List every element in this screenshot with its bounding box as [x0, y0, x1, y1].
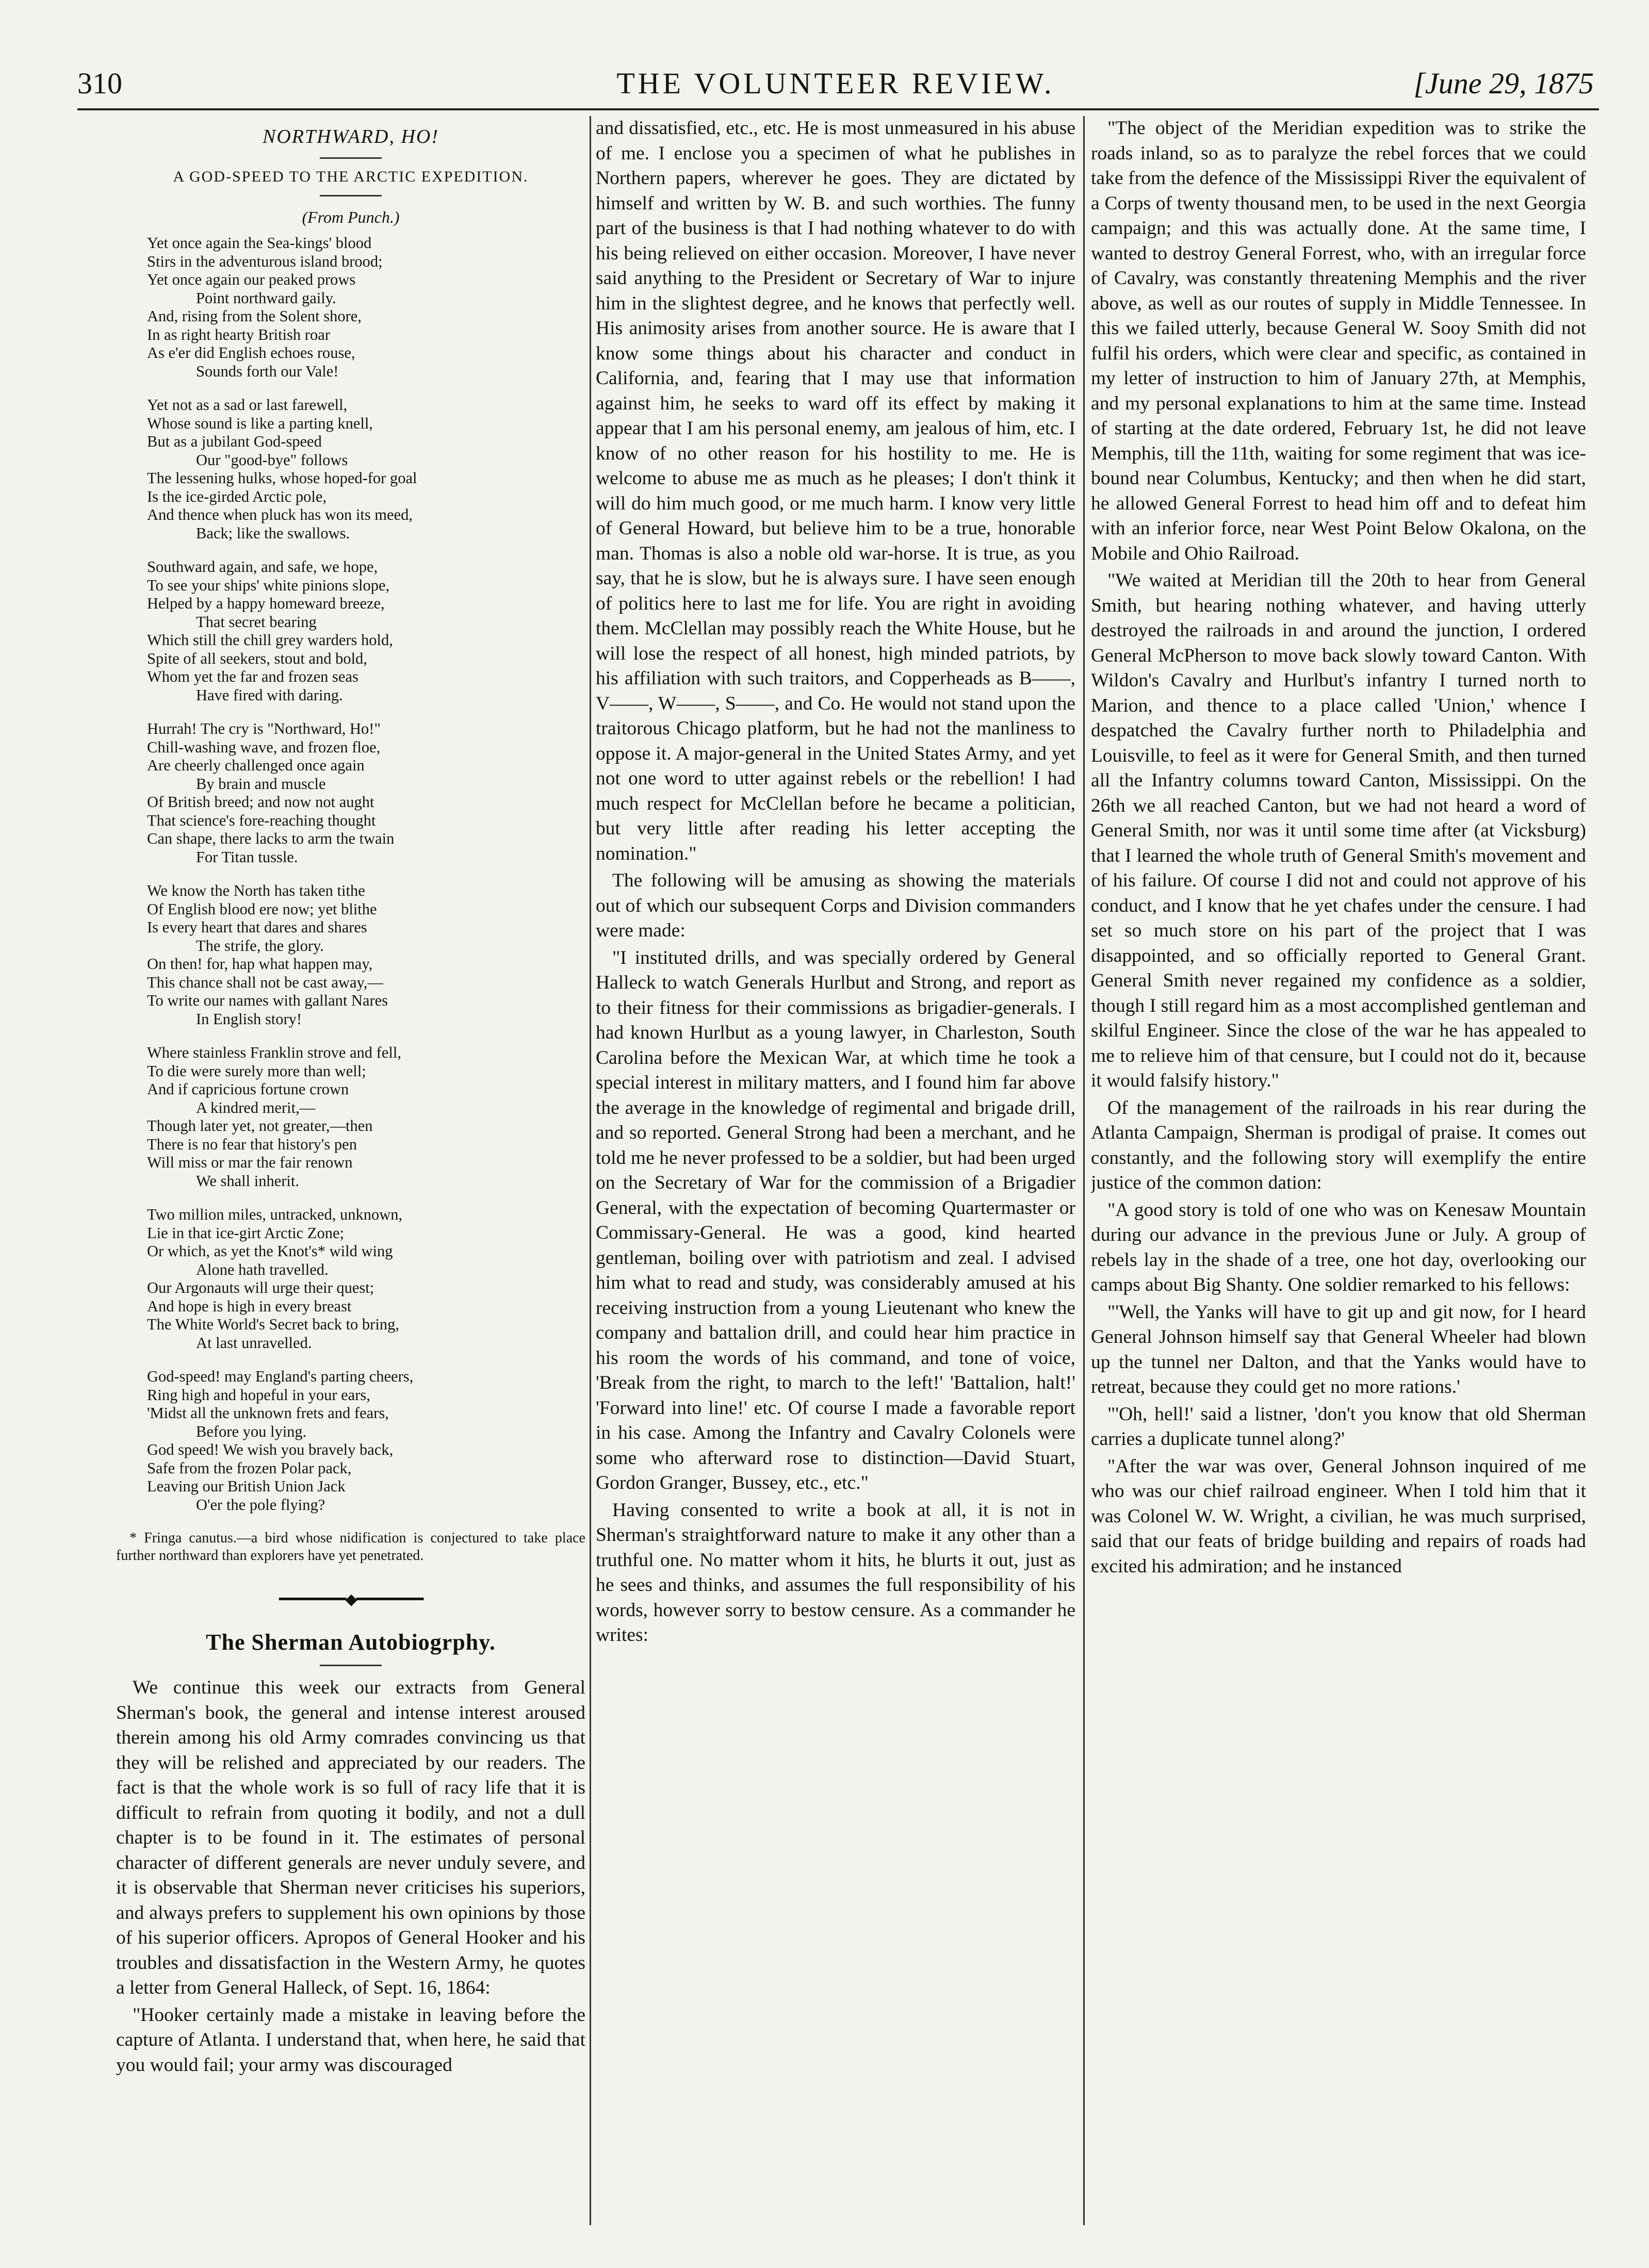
poem-line: Of British breed; and now not aught: [147, 793, 374, 811]
poem-line: Lie in that ice-girt Arctic Zone;: [147, 1224, 344, 1242]
poem-line: Chill-washing wave, and frozen floe,: [147, 738, 381, 756]
poem-line: For Titan tussle.: [196, 848, 298, 866]
poem-stanza: [147, 558, 585, 704]
poem-line: This chance shall not be cast away,—: [147, 973, 383, 991]
header-rule: [77, 108, 1599, 110]
poem-stanza: [147, 1206, 585, 1352]
poem-line: A kindred merit,—: [196, 1098, 316, 1116]
poem-line: Helped by a happy homeward breeze,: [147, 595, 385, 612]
poem-line: Which still the chill grey warders hold,: [147, 631, 393, 649]
article-paragraph: The following will be amusing as showing the materials out of which our subsequent Corps and Division commanders were made:: [596, 870, 1075, 941]
poem-source: (From Punch.): [302, 208, 400, 226]
poem-line: To write our names with gallant Nares: [147, 992, 388, 1009]
poem-line: O'er the pole flying?: [196, 1495, 325, 1514]
page-header: [77, 66, 1594, 107]
poem-stanza: [147, 882, 585, 1028]
poem-line: Yet not as a sad or last farewell,: [147, 396, 348, 414]
article-paragraph: and dissatisfied, etc., etc. He is most unmeasured in his abuse of me. I enclose you a specimen of what he publishes in Northern papers, wherever he goes. They are dictated by himself and written by W. B. and such worthies. The funny part of the business is that I had nothing whatever to do with his being relieved on either occasion. Moreover, I have never said anything to the President or Secretary of War to injure him in the slightest degree, and he knows that perfectly well. His animosity arises from another source. He is aware that I know some things about his character and conduct in California, and, fearing that I may use that information against him, he seeks to ward off its effect by making it appear that I am his personal enemy, am jealous of him, etc. I know of no other reason for his hostility to me. He is welcome to abuse me as much as he pleases; I don't think it will do him much good, or me much harm. I know very little of General Howard, but believe him to be a true, honorable man. Thomas is also a noble old war-horse. It is true, as you say, that he is slow, but he is always sure. I have seen enough of politics here to last me for life. You are right in avoiding them. McClellan may possibly reach the White House, but he will lose the respect of all honest, high minded patriots, by his affiliation with such traitors, and Copperheads as B——, V——, W——, S——, and Co. He would not stand upon the traitorous Chicago platform, but he had not the manliness to oppose it. A major-general in the United States Army, and yet not one word to utter against rebels or the rebellion! I had much respect for McClellan before he became a politician, but very little after reading his letter accepting the nomination.": [596, 118, 1075, 864]
poem-line: Though later yet, not greater,—then: [147, 1117, 373, 1135]
poem-stanza: [147, 720, 585, 866]
column-rule: [1083, 116, 1085, 2225]
poem-line: Of English blood ere now; yet blithe: [147, 900, 377, 918]
poem-line: There is no fear that history's pen: [147, 1135, 357, 1153]
poem-line: To see your ships' white pinions slope,: [147, 576, 390, 594]
poem-line: And hope is high in every breast: [147, 1297, 352, 1315]
divider: [320, 1665, 382, 1666]
column-rule: [590, 116, 591, 2225]
poem-line: Is every heart that dares and shares: [147, 918, 367, 936]
poem-line: Can shape, there lacks to arm the twain: [147, 830, 395, 847]
poem-line: Two million miles, untracked, unknown,: [147, 1206, 403, 1223]
poem-line: Are cheerly challenged once again: [147, 757, 365, 774]
poem-line: As e'er did English echoes rouse,: [147, 344, 355, 361]
poem-line: Whom yet the far and frozen seas: [147, 668, 358, 685]
poem-line: Alone hath travelled.: [196, 1260, 329, 1278]
poem-line: Southward again, and safe, we hope,: [147, 558, 378, 576]
column-2: [596, 116, 1075, 2230]
article-paragraph: "After the war was over, General Johnson inquired of me who was our chief railroad engineer. When I told him that it was Colonel W. W. Wright, a civilian, he was much surprised, said that our feats of bridge building and repairs of roads had excited his admiration; and he instanced: [1091, 1455, 1586, 1577]
article-column-2: [596, 116, 1075, 1648]
poem-line: And if capricious fortune crown: [147, 1080, 349, 1098]
poem-line: We know the North has taken tithe: [147, 882, 365, 899]
article-column-1: [116, 1675, 585, 2078]
poem-line: Point northward gaily.: [196, 289, 336, 307]
poem-line: In as right hearty British roar: [147, 325, 330, 343]
poem-line: Hurrah! The cry is "Northward, Ho!": [147, 720, 381, 737]
poem-line: At last unravelled.: [196, 1334, 312, 1352]
poem-line: In English story!: [196, 1010, 302, 1028]
issue-date: [June 29, 1875: [1413, 67, 1594, 100]
poem-line: The lessening hulks, whose hoped-for goal: [147, 469, 417, 487]
poem-line: Or which, as yet the Knot's* wild wing: [147, 1242, 393, 1260]
poem-footnote: * Fringa canutus.—a bird whose nidification is conjectured to take place further northward than explorers have yet penetrated.: [116, 1530, 585, 1564]
poem-body: [116, 234, 585, 1514]
poem-line: Yet once again our peaked prows: [147, 271, 356, 288]
poem-line: Safe from the frozen Polar pack,: [147, 1459, 352, 1477]
poem-line: And, rising from the Solent shore,: [147, 307, 362, 325]
poem-line: Yet once again the Sea-kings' blood: [147, 234, 372, 252]
poem-line: Have fired with daring.: [196, 686, 343, 704]
poem-line: By brain and muscle: [196, 775, 326, 793]
column-3: [1091, 116, 1586, 2230]
poem-stanza: [147, 234, 585, 381]
article-paragraph: Of the management of the railroads in his rear during the Atlanta Campaign, Sherman is prodigal of praise. It comes out constantly, and the following story will exemplify the entire justice of the common dation:: [1091, 1097, 1586, 1193]
poem-line: That science's fore-reaching thought: [147, 811, 376, 829]
poem-line: 'Midst all the unknown frets and fears,: [147, 1404, 389, 1422]
poem-stanza: [147, 396, 585, 543]
poem-title: NORTHWARD, HO!: [263, 126, 439, 147]
poem-line: Stirs in the adventurous island brood;: [147, 252, 383, 270]
column-1: [116, 116, 585, 2230]
poem-stanza: [147, 1044, 585, 1190]
divider: [320, 157, 382, 159]
poem-line: Spite of all seekers, stout and bold,: [147, 649, 367, 667]
poem-line: To die were surely more than well;: [147, 1062, 366, 1080]
poem-line: But as a jubilant God-speed: [147, 433, 322, 450]
poem-line: Leaving our British Union Jack: [147, 1477, 346, 1495]
poem-line: We shall inherit.: [196, 1172, 299, 1190]
poem-line: God-speed! may England's parting cheers,: [147, 1368, 414, 1385]
poem-line: That secret bearing: [196, 613, 317, 631]
divider: [320, 195, 382, 196]
poem-line: Before you lying.: [196, 1422, 307, 1440]
poem-stanza: [147, 1368, 585, 1514]
ornamental-divider: ━━━━━━━━◆━━━━━━━━: [279, 1591, 423, 1608]
article-paragraph: "Hooker certainly made a mistake in leaving before the capture of Atlanta. I understand that, when here, he said that you would fail; your army was discouraged: [116, 2004, 585, 2076]
article-paragraph: Having consented to write a book at all, it is not in Sherman's straightforward nature to make it any other than a truthful one. No matter whom it hits, he blurts it out, just as he sees and thinks, and assumes the full responsibility of his words, however sorry to bestow censure. As a commander he writes:: [596, 1499, 1075, 1646]
article-paragraph: We continue this week our extracts from General Sherman's book, the general and intense interest aroused therein among his old Army comrades convincing us that they will be relished and appreciated by our readers. The fact is that the whole work is so full of racy life that it is difficult to refrain from quoting it bodily, and not a dull chapter is to be found in it. The estimates of personal character of different generals are never unduly severe, and it is observable that Sherman never criticises his superiors, and always prefers to supplement his own opinions by those of his superior officers. Apropos of General Hooker and his troubles and dissatisfaction in the Western Army, he quotes a letter from General Halleck, of Sept. 16, 1864:: [116, 1677, 585, 1998]
article-title: The Sherman Autobiogrphy.: [206, 1630, 496, 1655]
poem-line: Sounds forth our Vale!: [196, 362, 339, 380]
article-paragraph: "We waited at Meridian till the 20th to hear from General Smith, but hearing nothing whatever, and having utterly destroyed the railroads in and around the junction, I ordered General McPherson to move back slowly toward Canton. With Wildon's Cavalry and Hurlbut's infantry I turned north to Marion, and thence to a place called 'Union,' whence I despatched the Cavalry further north to Philadelphia and Louisville, to feel as it were for General Smith, and then turned all the Infantry columns toward Canton, Mississippi. On the 26th we all reached Canton, but we had not heard a word of General Smith, nor was it until some time after (at Vicksburg) that I learned the whole truth of General Smith's movement and of his failure. Of course I did not and could not approve of his conduct, and I know that he yet chafes under the censure. I had set so much store on his part of the project that I was disappointed, and so officially reported to General Grant. General Smith never regained my confidence as a soldier, though I still regard him as a most accomplished gentleman and skilful Engineer. Since the close of the war he has appealed to me to relieve him of that censure, but I could not do it, because it would falsify history.": [1091, 570, 1586, 1091]
poem-line: Our Argonauts will urge their quest;: [147, 1279, 374, 1296]
page-number: 310: [77, 67, 122, 100]
poem-line: Back; like the swallows.: [196, 524, 350, 542]
newspaper-title: THE VOLUNTEER REVIEW.: [616, 67, 1055, 100]
poem-line: Our "good-bye" follows: [196, 451, 348, 469]
poem-line: The White World's Secret back to bring,: [147, 1316, 399, 1333]
poem-subtitle: A GOD-SPEED TO THE ARCTIC EXPEDITION.: [173, 168, 529, 185]
poem-line: On then! for, hap what happen may,: [147, 955, 373, 973]
poem-line: Where stainless Franklin strove and fell,: [147, 1044, 401, 1061]
poem-line: And thence when pluck has won its meed,: [147, 506, 413, 523]
article-paragraph: "I instituted drills, and was specially ordered by General Halleck to watch Generals Hurlbut and Strong, and report as to their fitness for their commissions as brigadier-generals. I had known Hurlbut as a young lawyer, in Charleston, South Carolina before the Mexican War, at which time he took a special interest in military matters, and I found him far above the average in the knowledge of regimental and brigade drill, and so reported. General Strong had been a merchant, and he told me he never professed to be a soldier, but had been urged on the Secretary of War for the commission of a Brigadier General, with the expectation of becoming Quartermaster or Commissary-General. He was a good, kind hearted gentleman, boiling over with patriotism and zeal. I advised him what to read and study, was considerably amused at his receiving instruction from a young Lieutenant who knew the company and battalion drill, and could hear him practice in his room the words of his command, and tone of voice, 'Break from the right, to march to the left!' 'Battalion, halt!' 'Forward into line!' etc. Of course I made a favorable report in his case. Among the Infantry and Cavalry Colonels were some who afterward rose to distinction—David Stuart, Gordon Granger, Bussey, etc., etc.": [596, 947, 1075, 1493]
poem-line: Whose sound is like a parting knell,: [147, 414, 373, 432]
poem-line: The strife, the glory.: [196, 936, 324, 955]
article-paragraph: "'Oh, hell!' said a listner, 'don't you know that old Sherman carries a duplicate tunnel along?': [1091, 1403, 1586, 1450]
poem-line: Is the ice-girded Arctic pole,: [147, 487, 327, 505]
poem-line: Ring high and hopeful in your ears,: [147, 1386, 370, 1404]
article-column-3: [1091, 116, 1586, 1579]
article-paragraph: "The object of the Meridian expedition was to strike the roads inland, so as to paralyze the rebel forces that we could take from the defence of the Mississippi River the equivalent of a Corps of twenty thousand men, to be used in the next Georgia campaign; and this was actually done. At the same time, I wanted to destroy General Forrest, who, with an irregular force of Cavalry, was constantly threatening Memphis and the river above, as well as our routes of supply in Middle Tennessee. In this we failed utterly, because General W. Sooy Smith did not fulfil his orders, which were clear and specific, as contained in my letter of instruction to him of January 27th, at Memphis, and my personal explanations to him at the same time. Instead of starting at the date ordered, February 1st, he did not leave Memphis, till the 11th, waiting for some regiment that was ice-bound near Columbus, Kentucky; and then when he did start, he allowed General Forrest to head him off and to defeat him with an inferior force, near West Point Below Okalona, on the Mobile and Ohio Railroad.: [1091, 118, 1586, 564]
poem-line: Will miss or mar the fair renown: [147, 1154, 353, 1171]
poem-line: God speed! We wish you bravely back,: [147, 1441, 394, 1458]
article-paragraph: "A good story is told of one who was on Kenesaw Mountain during our advance in the previous June or July. A group of rebels lay in the shade of a tree, one hot day, overlooking our camps about Big Shanty. One soldier remarked to his fellows:: [1091, 1199, 1586, 1295]
article-paragraph: "'Well, the Yanks will have to git up and git now, for I heard General Johnson himself say that General Wheeler had blown up the tunnel ner Dalton, and that the Yanks would have to retreat, because they could get no more rations.': [1091, 1301, 1586, 1398]
